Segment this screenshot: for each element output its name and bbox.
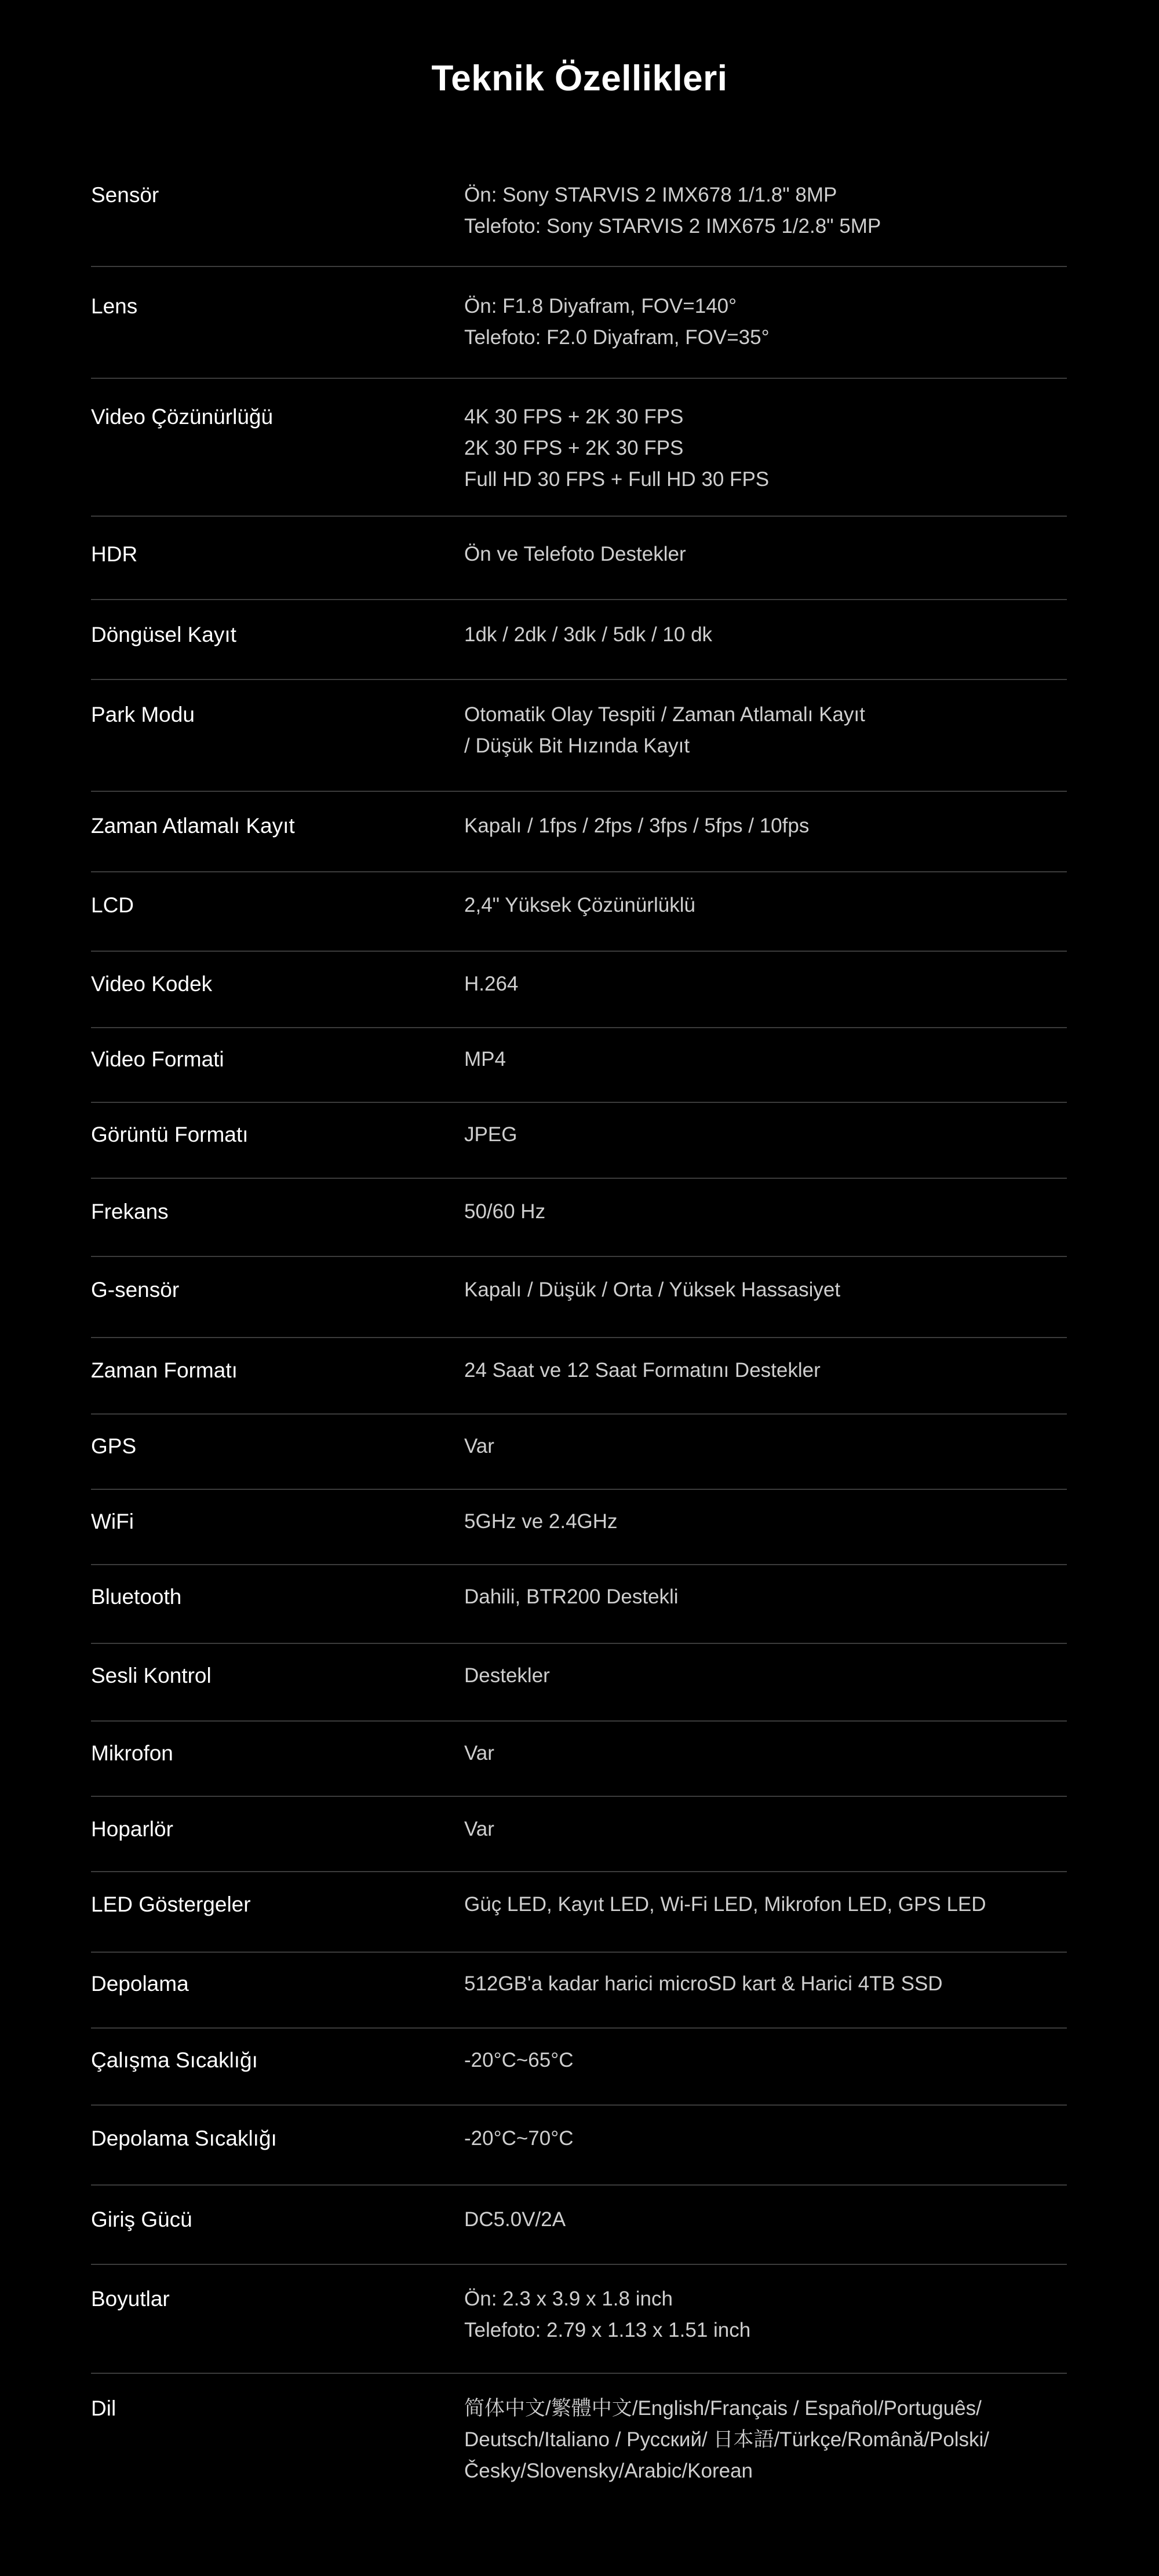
spec-label: Döngüsel Kayıt — [91, 623, 236, 646]
row-divider — [91, 871, 1067, 872]
spec-label: HDR — [91, 542, 138, 566]
row-divider — [91, 679, 1067, 680]
spec-label: Hoparlör — [91, 1817, 173, 1841]
spec-label: Depolama — [91, 1972, 189, 1996]
spec-label: Görüntü Formatı — [91, 1123, 249, 1146]
row-divider — [91, 2027, 1067, 2029]
spec-value-line: Dahili, BTR200 Destekli — [464, 1585, 679, 1608]
spec-value-line: 简体中文/繁體中文/English/Français / Español/Português/ — [464, 2397, 982, 2420]
row-divider — [91, 791, 1067, 792]
spec-value-line: 24 Saat ve 12 Saat Formatını Destekler — [464, 1359, 821, 1382]
spec-value-line: Telefoto: F2.0 Diyafram, FOV=35° — [464, 326, 770, 349]
spec-label: Sesli Kontrol — [91, 1664, 212, 1687]
spec-value-line: / Düşük Bit Hızında Kayıt — [464, 735, 690, 757]
spec-value — [464, 180, 1073, 242]
spec-label: Lens — [91, 294, 138, 318]
spec-label: Video Çözünürlüğü — [91, 405, 274, 429]
row-divider — [91, 1256, 1067, 1257]
spec-value — [464, 401, 1073, 495]
spec-value-line: 2K 30 FPS + 2K 30 FPS — [464, 437, 684, 459]
spec-value — [464, 699, 1073, 762]
row-divider — [91, 1643, 1067, 1644]
spec-value-line: 1dk / 2dk / 3dk / 5dk / 10 dk — [464, 623, 713, 646]
spec-value-line: Var — [464, 1742, 494, 1764]
spec-value — [464, 1581, 1073, 1613]
row-divider — [91, 1102, 1067, 1103]
spec-value — [464, 1355, 1073, 1386]
spec-value — [464, 1814, 1073, 1845]
row-divider — [91, 1952, 1067, 1953]
row-divider — [91, 516, 1067, 517]
spec-value-line: Deutsch/Italiano / Русский/ 日本語/Türkçe/Română/Polski/ — [464, 2428, 989, 2451]
spec-value — [464, 1738, 1073, 1769]
spec-value-line: 512GB'a kadar harici microSD kart & Harici 4TB SSD — [464, 1972, 943, 1995]
row-divider — [91, 1413, 1067, 1415]
spec-value-line: Güç LED, Kayıt LED, Wi-Fi LED, Mikrofon LED, GPS LED — [464, 1893, 986, 1916]
spec-value — [464, 1660, 1073, 1691]
row-divider — [91, 951, 1067, 952]
spec-value — [464, 810, 1073, 842]
spec-label: G-sensör — [91, 1278, 180, 1302]
spec-value — [464, 1196, 1073, 1227]
spec-value — [464, 1968, 1073, 2000]
row-divider — [91, 2184, 1067, 2186]
row-divider — [91, 1720, 1067, 1722]
spec-value — [464, 2123, 1073, 2154]
spec-value-line: H.264 — [464, 973, 519, 995]
spec-value-line: -20°C~70°C — [464, 2127, 574, 2150]
spec-value-line: Destekler — [464, 1664, 550, 1687]
spec-value-line: -20°C~65°C — [464, 2049, 574, 2071]
spec-value — [464, 1044, 1073, 1075]
spec-label: LED Göstergeler — [91, 1892, 251, 1916]
spec-value — [464, 1274, 1073, 1306]
spec-label: Bluetooth — [91, 1585, 182, 1609]
spec-value — [464, 291, 1073, 353]
spec-label: WiFi — [91, 1510, 134, 1533]
spec-value-line: 5GHz ve 2.4GHz — [464, 1510, 618, 1533]
spec-value-line: Kapalı / Düşük / Orta / Yüksek Hassasiyet — [464, 1278, 841, 1301]
spec-value — [464, 539, 1073, 570]
spec-label: Zaman Atlamalı Kayıt — [91, 814, 295, 838]
spec-label: Park Modu — [91, 703, 195, 726]
spec-value — [464, 2283, 1073, 2346]
spec-value-line: Česky/Slovensky/Arabic/Korean — [464, 2460, 753, 2482]
spec-value-line: MP4 — [464, 1048, 506, 1070]
spec-value — [464, 2045, 1073, 2076]
spec-value-line: Telefoto: Sony STARVIS 2 IMX675 1/2.8" 5MP — [464, 215, 881, 237]
spec-value — [464, 890, 1073, 921]
spec-value-line: 50/60 Hz — [464, 1200, 546, 1223]
row-divider — [91, 1489, 1067, 1490]
spec-value-line: Var — [464, 1435, 494, 1457]
spec-label: Depolama Sıcaklığı — [91, 2126, 277, 2150]
spec-value — [464, 2204, 1073, 2235]
row-divider — [91, 1178, 1067, 1179]
row-divider — [91, 1871, 1067, 1872]
spec-value — [464, 1119, 1073, 1150]
spec-label: Video Formati — [91, 1047, 224, 1071]
spec-value-line: Otomatik Olay Tespiti / Zaman Atlamalı Kayıt — [464, 703, 865, 726]
spec-value — [464, 969, 1073, 1000]
spec-value-line: JPEG — [464, 1123, 517, 1146]
page-title: Teknik Özellikleri — [431, 59, 728, 98]
spec-value — [464, 2393, 1073, 2487]
row-divider — [91, 2373, 1067, 2374]
row-divider — [91, 2104, 1067, 2106]
spec-label: Sensör — [91, 183, 159, 207]
spec-value-line: Full HD 30 FPS + Full HD 30 FPS — [464, 468, 770, 491]
spec-value-line: 2,4" Yüksek Çözünürlüklü — [464, 894, 695, 916]
row-divider — [91, 378, 1067, 379]
spec-value-line: Ön: F1.8 Diyafram, FOV=140° — [464, 295, 737, 317]
spec-value-line: Ön: Sony STARVIS 2 IMX678 1/1.8" 8MP — [464, 184, 837, 206]
row-divider — [91, 1027, 1067, 1028]
spec-value-line: 4K 30 FPS + 2K 30 FPS — [464, 405, 684, 428]
row-divider — [91, 1796, 1067, 1797]
spec-label: Mikrofon — [91, 1741, 173, 1765]
row-divider — [91, 599, 1067, 600]
spec-label: Video Kodek — [91, 972, 213, 996]
spec-value-line: Var — [464, 1818, 494, 1840]
spec-label: Frekans — [91, 1200, 169, 1223]
row-divider — [91, 266, 1067, 267]
spec-label: Çalışma Sıcaklığı — [91, 2048, 258, 2072]
spec-value-line: Ön: 2.3 x 3.9 x 1.8 inch — [464, 2288, 673, 2310]
spec-value-line: Telefoto: 2.79 x 1.13 x 1.51 inch — [464, 2319, 751, 2341]
spec-label: Dil — [91, 2396, 116, 2420]
spec-value — [464, 1506, 1073, 1537]
spec-value — [464, 619, 1073, 651]
spec-label: GPS — [91, 1434, 137, 1458]
spec-label: Giriş Gücü — [91, 2208, 192, 2231]
spec-label: Zaman Formatı — [91, 1358, 238, 1382]
spec-label: Boyutlar — [91, 2287, 170, 2311]
spec-value — [464, 1889, 1073, 1920]
row-divider — [91, 1564, 1067, 1565]
spec-label: LCD — [91, 893, 134, 917]
spec-value-line: Ön ve Telefoto Destekler — [464, 543, 686, 565]
row-divider — [91, 2264, 1067, 2265]
row-divider — [91, 1337, 1067, 1338]
spec-value-line: Kapalı / 1fps / 2fps / 3fps / 5fps / 10fps — [464, 814, 810, 837]
spec-value-line: DC5.0V/2A — [464, 2208, 566, 2231]
spec-value — [464, 1431, 1073, 1462]
